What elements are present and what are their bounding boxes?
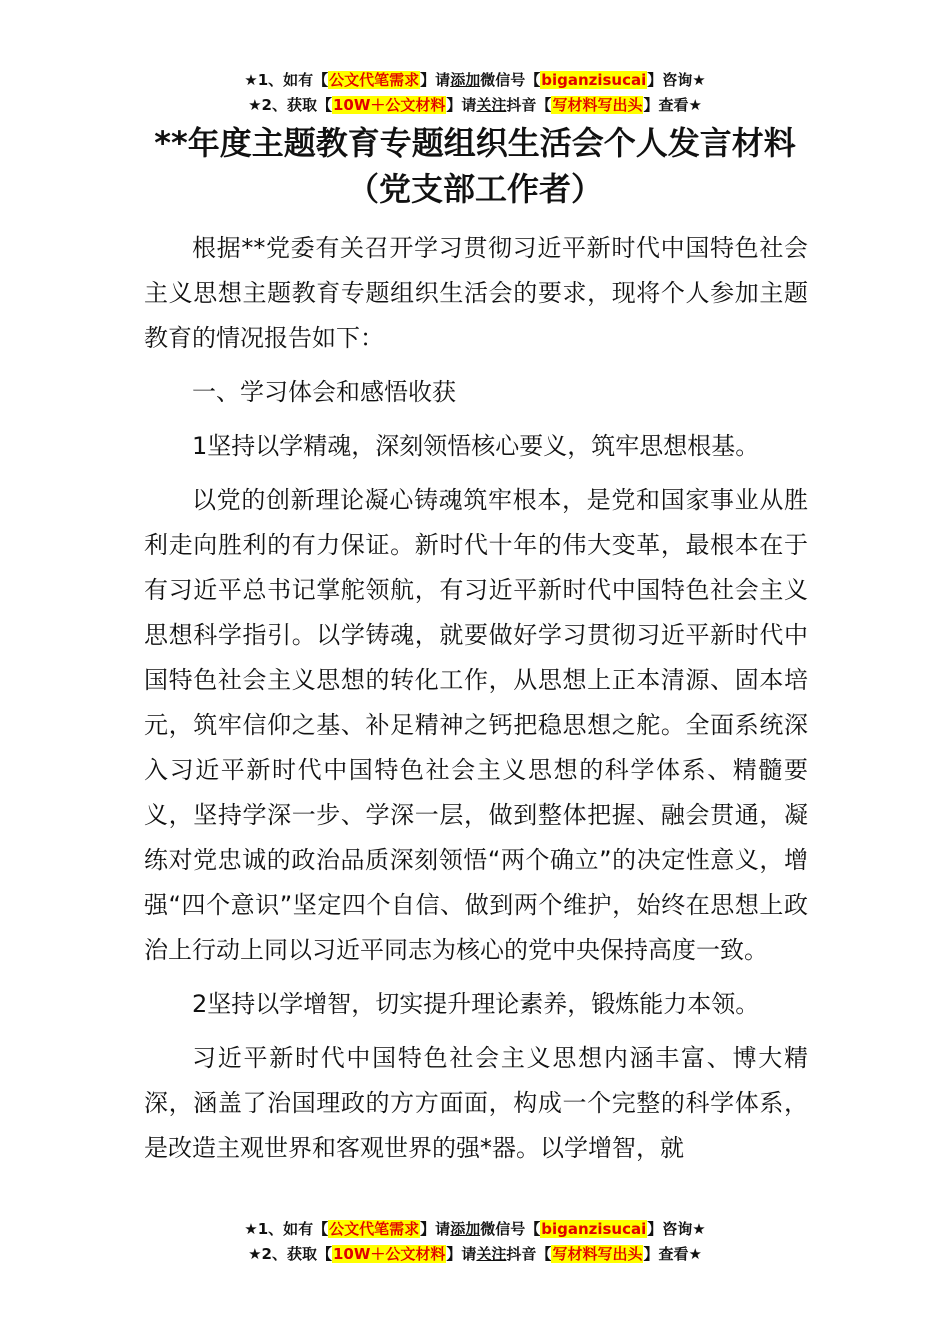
document-body [144, 226, 808, 1180]
subheading-2: 2坚持以学增智，切实提升理论素养，锻炼能力本领。 [192, 990, 760, 1018]
paragraph-body-2: 习近平新时代中国特色社会主义思想内涵丰富、博大精深，涵盖了治国理政的方方面面，构成一个完整的科学体系，是改造主观世界和客观世界的强*器。以学增智，就 [144, 1044, 808, 1162]
highlight-service: 公文代笔需求 [329, 71, 420, 89]
paragraph-body-1: 以党的创新理论凝心铸魂筑牢根本，是党和国家事业从胜利走向胜利的有力保证。新时代十年的伟大变革，最根本在于有习近平总书记掌舵领航，有习近平新时代中国特色社会主义思想科学指引。以学铸魂，就要做好学习贯彻习近平新时代中国特色社会主义思想的转化工作，从思想上正本清源、固本培元，筑牢信仰之基、补足精神之钙把稳思想之舵。全面系统深入习近平新时代中国特色社会主义思想的科学体系、精髓要义，坚持学深一步、学深一层，做到整体把握、融会贯通，凝练对党忠诚的政治品质深刻领悟“两个确立”的决定性意义，增强“四个意识”坚定四个自信、做到两个维护，始终在思想上政治上行动上同以习近平同志为核心的党中央保持高度一致。 [144, 486, 808, 964]
paragraph-intro: 根据**党委有关召开学习贯彻习近平新时代中国特色社会主义思想主题教育专题组织生活会的要求，现将个人参加主题教育的情况报告如下： [144, 234, 808, 352]
highlight-douyin-account: 写材料写出头 [552, 1245, 643, 1263]
footer-banner-line-1: ★1、如有【公文代笔需求】请添加微信号【biganzisucai】咨询★ [244, 1220, 706, 1238]
highlight-service: 公文代笔需求 [329, 1220, 420, 1238]
footer-banner-line-2: ★2、获取【10W＋公文材料】请关注抖音【写材料写出头】查看★ [248, 1245, 702, 1263]
section-heading-1: 一、学习体会和感悟收获 [192, 378, 456, 406]
highlight-douyin-account: 写材料写出头 [552, 96, 643, 114]
banner-line-1: ★1、如有【公文代笔需求】请添加微信号【biganzisucai】咨询★ [244, 71, 706, 89]
highlight-wechat-id: biganzisucai [541, 71, 647, 89]
highlight-materials: 10W＋公文材料 [332, 96, 446, 114]
footer-banner [0, 1217, 950, 1267]
header-banner [0, 68, 950, 118]
subheading-1: 1坚持以学精魂，深刻领悟核心要义，筑牢思想根基。 [192, 432, 760, 460]
highlight-materials: 10W＋公文材料 [332, 1245, 446, 1263]
banner-line-2: ★2、获取【10W＋公文材料】请关注抖音【写材料写出头】查看★ [248, 96, 702, 114]
document-title: **年度主题教育专题组织生活会个人发言材料（党支部工作者） [154, 124, 796, 208]
highlight-wechat-id: biganzisucai [541, 1220, 647, 1238]
